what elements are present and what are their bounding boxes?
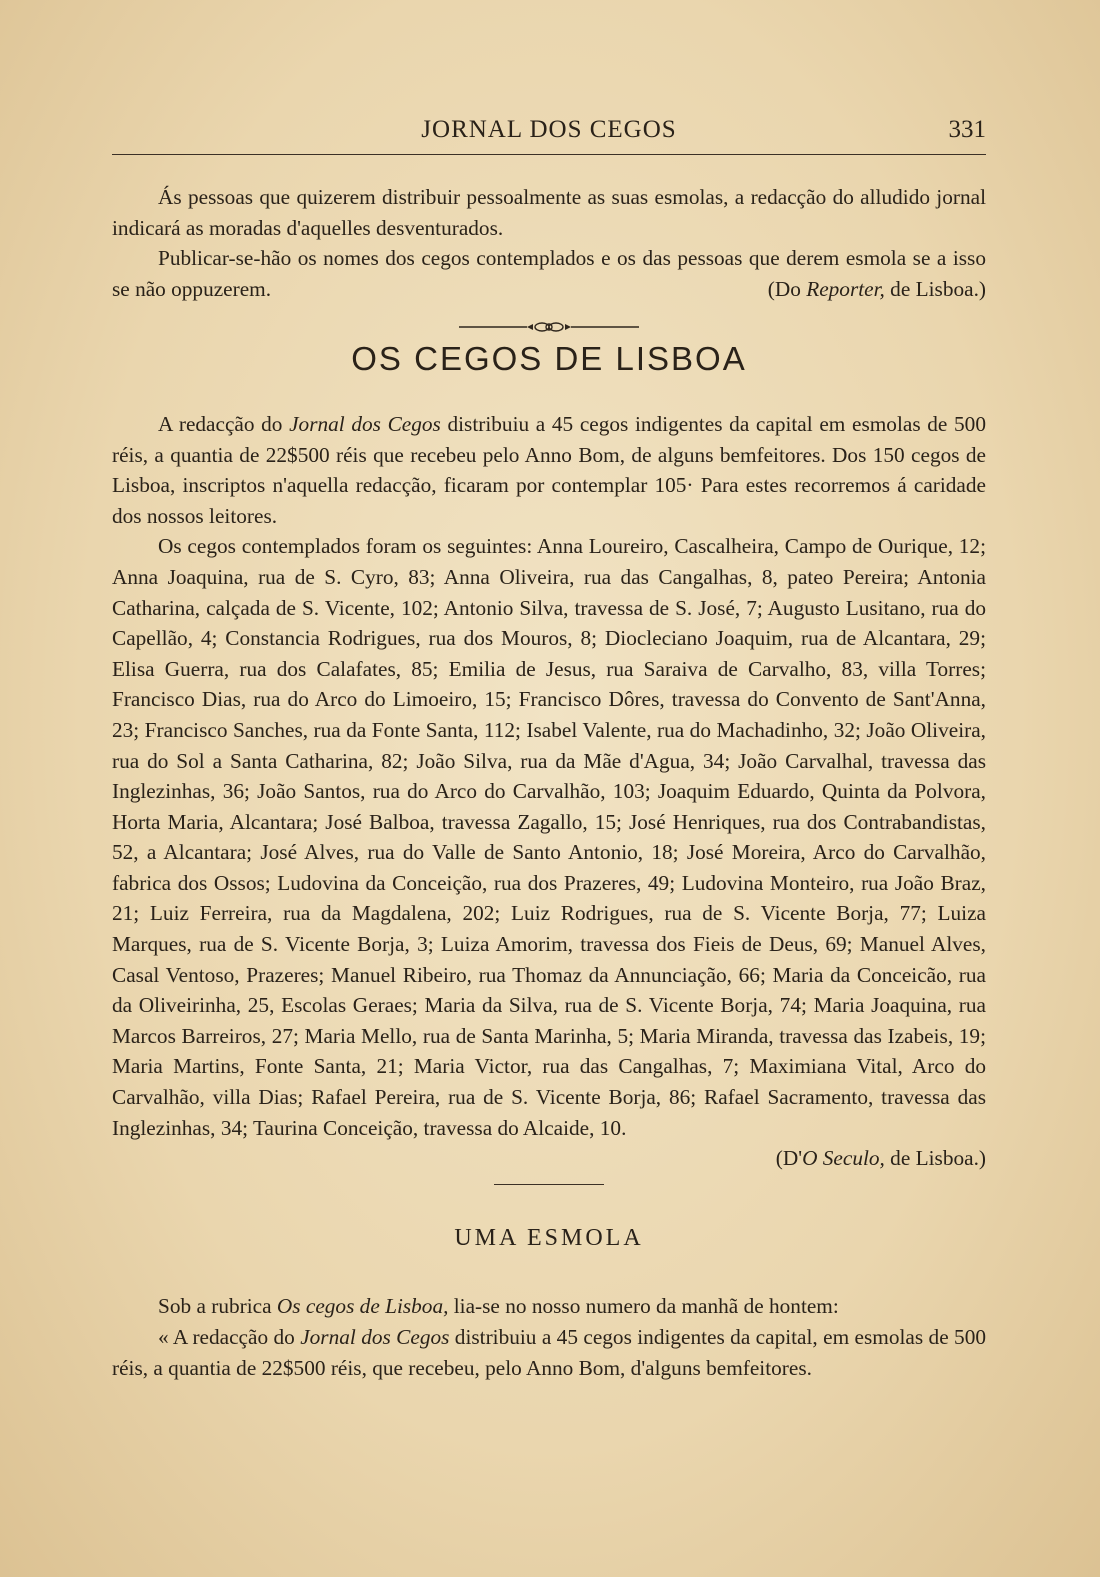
citation-prefix: (Do [767,276,807,301]
a2p2-pre: « A redacção do [158,1325,301,1349]
citation-suffix: de Lisboa.) [884,276,986,301]
a1p1-journal-name: Jornal dos Cegos [289,411,441,436]
citation-source: Reporter, [806,276,885,301]
page-number: 331 [948,116,986,143]
intro-paragraph-1: Ás pessoas que quizerem distribuir pessoalmente as suas esmolas, a redacção do alludido jornal indicará as moradas d'aquelles desventurados. [112,185,986,240]
running-title: JORNAL DOS CEGOS [421,116,677,143]
citation-prefix: (D' [775,1146,803,1171]
article-1-paragraph-2: Os cegos contemplados foram os seguintes: Anna Loureiro, Cascalheira, Campo de Ourique, 12; Anna Joaquina, rua de S. Cyro, 83; Anna Oliveira, rua das Cangalhas, 8, pateo Pereira; Antonia Catharina, calçada de S. Vicente, 102; Antonio Silva, travessa de S. José, 7; Augusto Lusitano, rua do Capellão, 4; Constancia Rodrigues, rua dos Mouros, 8; Diocleciano Joaquim, rua de Alcantara, 29; Elisa Guerra, rua dos Calafates, 85; Emilia de Jesus, rua Saraiva de Carvalho, 83, villa Torres; Francisco Dias, rua do Arco do Limoeiro, 15; Francisco Dôres, travessa do Convento de Sant'Anna, 23; Francisco Sanches, rua da Fonte Santa, 112; Isabel Valente, rua do Machadinho, 32; João Oliveira, rua do Sol a Santa Catharina, 82; João Silva, rua da Mãe d'Agua, 34; João Carvalhal, travessa das Inglezinhas, 36; João Santos, rua do Arco do Carvalhão, 103; Joaquim Eduardo, Quinta da Polvora, Horta Maria, Alcantara; José Balboa, travessa Zagallo, 15; José Henriques, rua dos Contrabandistas, 52, a Alcantara; José Alves, rua do Valle de Santo Antonio, 18; José Moreira, Arco do Carvalhão, fabrica dos Ossos; Ludovina da Conceição, rua dos Prazeres, 49; Ludovina Monteiro, rua João Braz, 21; Luiz Ferreira, rua da Magdalena, 202; Luiz Rodrigues, rua de S. Vicente Borja, 77; Luiza Marques, rua de S. Vicente Borja, 3; Luiza Amorim, travessa dos Fieis de Deus, 69; Manuel Alves, Casal Ventoso, Prazeres; Manuel Ribeiro, rua Thomaz da Annunciação, 66; Maria da Conceicão, rua da Oliveirinha, 25, Escolas Geraes; Maria da Silva, rua de S. Vicente Borja, 74; Maria Joaquina, rua Marcos Barreiros, 27; Maria Mello, rua de Santa Marinha, 5; Maria Miranda, travessa das Izabeis, 19; Maria Martins, Fonte Santa, 21; Maria Victor, rua das Cangalhas, 7; Maximiana Vital, Arco do Carvalhão, villa Dias; Rafael Pereira, rua de S. Vicente Borja, 86; Rafael Sacramento, travessa das Inglezinhas, 34; Taurina Conceição, travessa do Alcaide, 10. [112,534,986,1140]
article-2-paragraph-1 [112,1291,986,1322]
article-1-paragraph-1 [112,409,986,531]
intro-paragraph-2 [112,243,986,304]
a1p1-post: distribuiu a 45 cegos indigentes da capital em esmolas de 500 réis, a quantia de 22$500 réis que recebeu pelo Anno Bom, de alguns bemfeitores. Dos 150 cegos de Lisboa, inscriptos n'aquella redacção, ficaram por contemplar 105· Para estes recorremos á caridade dos nossos leitores. [112,411,986,528]
article-1-title: OS CEGOS DE LISBOA [351,340,747,378]
section-rule [494,1184,604,1185]
intro-citation [722,274,986,305]
ornament-divider-icon [459,320,639,334]
article-1-citation [112,1143,986,1174]
intro-paragraph-2-text: Publicar-se-hão os nomes dos cegos contemplados e os das pessoas que derem esmola se a isso se não oppuzerem. [112,246,986,301]
article-2-title: UMA ESMOLA [454,1224,644,1251]
a2p1-pre: Sob a rubrica [158,1294,277,1319]
page-header [112,110,986,155]
a2p1-post: lia-se no nosso numero da manhã de hontem: [448,1294,839,1319]
a2p2-post: distribuiu a 45 cegos indigentes da capital, em esmolas de 500 réis, a quantia de 22$500 réis, que recebeu, pelo Anno Bom, d'alguns bemfeitores. [112,1325,986,1380]
article-2-paragraph-2 [112,1322,986,1383]
page-body [112,182,986,1383]
citation-suffix: de Lisboa.) [884,1146,986,1171]
a2p1-rubric: Os cegos de Lisboa, [276,1294,449,1319]
section-ornament [112,312,986,326]
a2p2-journal-name: Jornal dos Cegos [300,1325,450,1349]
a1p1-pre: A redacção do [158,411,290,436]
citation-source: O Seculo, [802,1146,885,1171]
